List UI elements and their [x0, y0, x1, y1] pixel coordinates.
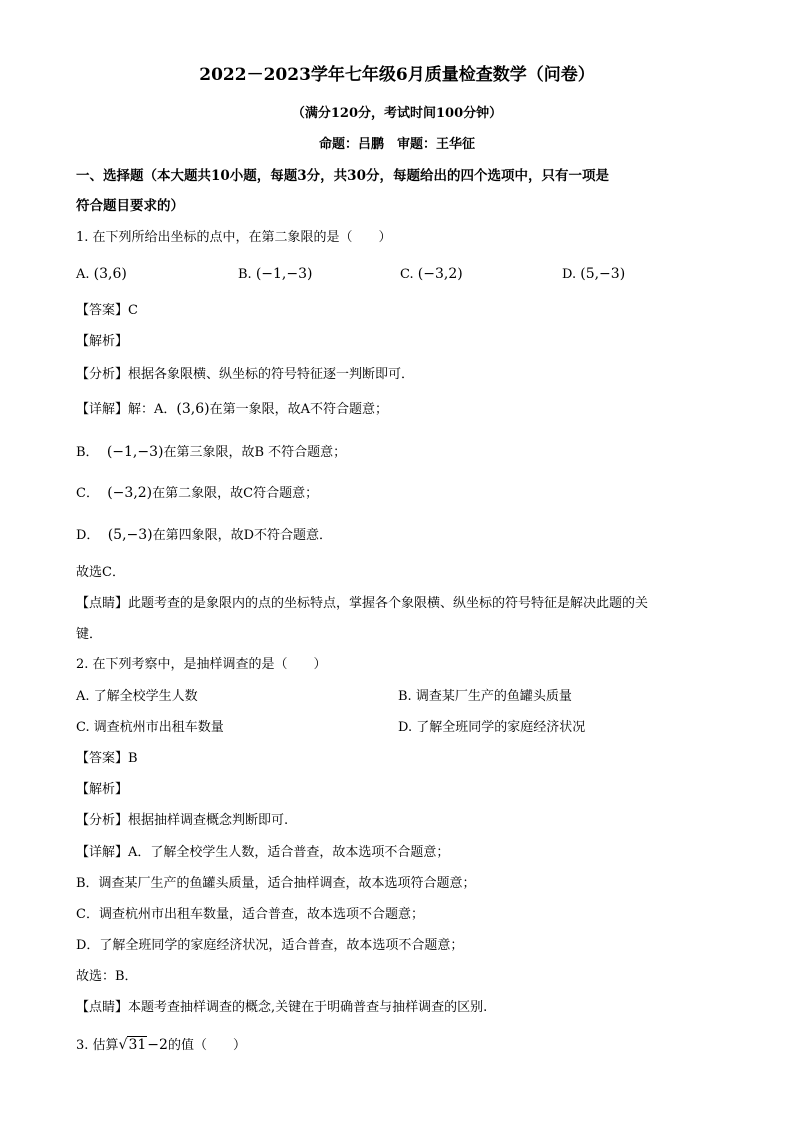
q1-detail-b — [76, 443, 346, 462]
q2-answer: 【答案】B — [76, 751, 138, 766]
q2-analysis-label: 【解析】 — [76, 782, 129, 797]
q1-option-a — [76, 265, 127, 284]
q1-detail-c-prefix: C． — [76, 486, 99, 501]
q1-option-d-label: D. — [562, 267, 577, 282]
q1-option-b — [238, 265, 312, 284]
q3-expression-tail: −2 — [147, 1037, 168, 1053]
q1-option-c-value: (−3,2) — [417, 266, 463, 282]
question-1-stem: 1. 在下列所给出坐标的点中，在第二象限的是（ ） — [76, 230, 392, 245]
q1-option-d — [562, 265, 625, 284]
q1-dianjing-line1: 【点睛】此题考查的是象限内的点的坐标特点，掌握各个象限横、纵坐标的符号特征是解决此题的关 — [76, 596, 649, 611]
q1-detail-a-point: (3,6) — [176, 401, 210, 417]
q1-detail-d — [76, 526, 332, 545]
q2-option-b: B. 调查某厂生产的鱼罐头质量 — [398, 689, 572, 704]
q2-detail-c: C．调查杭州市出租车数量，适合普查，故本选项不合题意； — [76, 907, 424, 922]
q1-fenxi: 【分析】根据各象限横、纵坐标的符号特征逐一判断即可． — [76, 367, 415, 382]
question-3-stem — [76, 1036, 246, 1055]
q3-expression — [119, 1037, 168, 1053]
q1-conclusion: 故选C． — [76, 565, 125, 580]
q1-detail-b-point: (−1,−3) — [106, 444, 164, 460]
q3-stem-suffix: 的值（ ） — [167, 1038, 246, 1053]
q1-detail-c-text: 在第二象限，故C符合题意； — [152, 486, 319, 501]
q1-detail-b-prefix: B． — [76, 445, 99, 460]
q2-fenxi: 【分析】根据抽样调查概念判断即可. — [76, 813, 289, 828]
sqrt-symbol: √31 — [118, 1037, 147, 1053]
q2-detail-a: 【详解】A．了解全校学生人数，适合普查，故本选项不合题意； — [76, 845, 450, 860]
exam-info: （满分120分，考试时间100分钟） — [291, 106, 503, 121]
q1-detail-c-point: (−3,2) — [107, 485, 153, 501]
q2-option-d: D. 了解全班同学的家庭经济状况 — [398, 720, 586, 735]
q1-detail-d-point: (5,−3) — [107, 527, 153, 543]
exam-authors: 命题：吕鹏 审题：王华征 — [318, 137, 475, 152]
q1-answer: 【答案】C — [76, 303, 138, 318]
q1-option-a-label: A. — [76, 267, 90, 282]
q2-option-a: A. 了解全校学生人数 — [76, 689, 198, 704]
q1-option-b-value: (−1,−3) — [255, 266, 313, 282]
q3-radicand: 31 — [128, 1037, 147, 1053]
q1-detail-a-text: 在第一象限，故A不符合题意； — [209, 402, 388, 417]
section-heading-line2: 符合题目要求的） — [76, 198, 184, 214]
q2-detail-d: D．了解全班同学的家庭经济状况，适合普查，故本选项不合题意； — [76, 938, 464, 953]
q1-dianjing-line2: 键． — [76, 627, 103, 642]
q2-conclusion: 故选：B． — [76, 969, 138, 984]
q2-dianjing: 【点睛】本题考查抽样调查的概念,关键在于明确普查与抽样调查的区别. — [76, 1000, 488, 1015]
q1-detail-a — [76, 400, 388, 419]
section-heading-line1: 一、选择题（本大题共10小题，每题3分，共30分，每题给出的四个选项中，只有一项是 — [76, 168, 609, 184]
q1-option-c — [400, 265, 463, 284]
q1-detail-c — [76, 484, 318, 503]
page-title: 2022－2023学年七年级6月质量检查数学（问卷） — [199, 65, 595, 85]
q1-detail-a-prefix: 【详解】解：A． — [76, 402, 177, 417]
q1-detail-d-text: 在第四象限，故D不符合题意． — [152, 528, 333, 543]
q1-option-a-value: (3,6) — [93, 266, 127, 282]
q1-option-b-label: B. — [238, 267, 252, 282]
q2-detail-b: B．调查某厂生产的鱼罐头质量，适合抽样调查，故本选项符合题意； — [76, 876, 476, 891]
q2-option-c: C. 调查杭州市出租车数量 — [76, 720, 224, 735]
q1-option-d-value: (5,−3) — [580, 266, 626, 282]
question-2-stem: 2. 在下列考察中，是抽样调查的是（ ） — [76, 657, 327, 672]
q1-option-c-label: C. — [400, 267, 414, 282]
q3-stem-prefix: 3. 估算 — [76, 1038, 119, 1053]
q1-detail-b-text: 在第三象限，故B 不符合题意； — [163, 445, 347, 460]
q1-detail-d-prefix: D． — [76, 528, 100, 543]
q1-analysis-label: 【解析】 — [76, 334, 129, 349]
